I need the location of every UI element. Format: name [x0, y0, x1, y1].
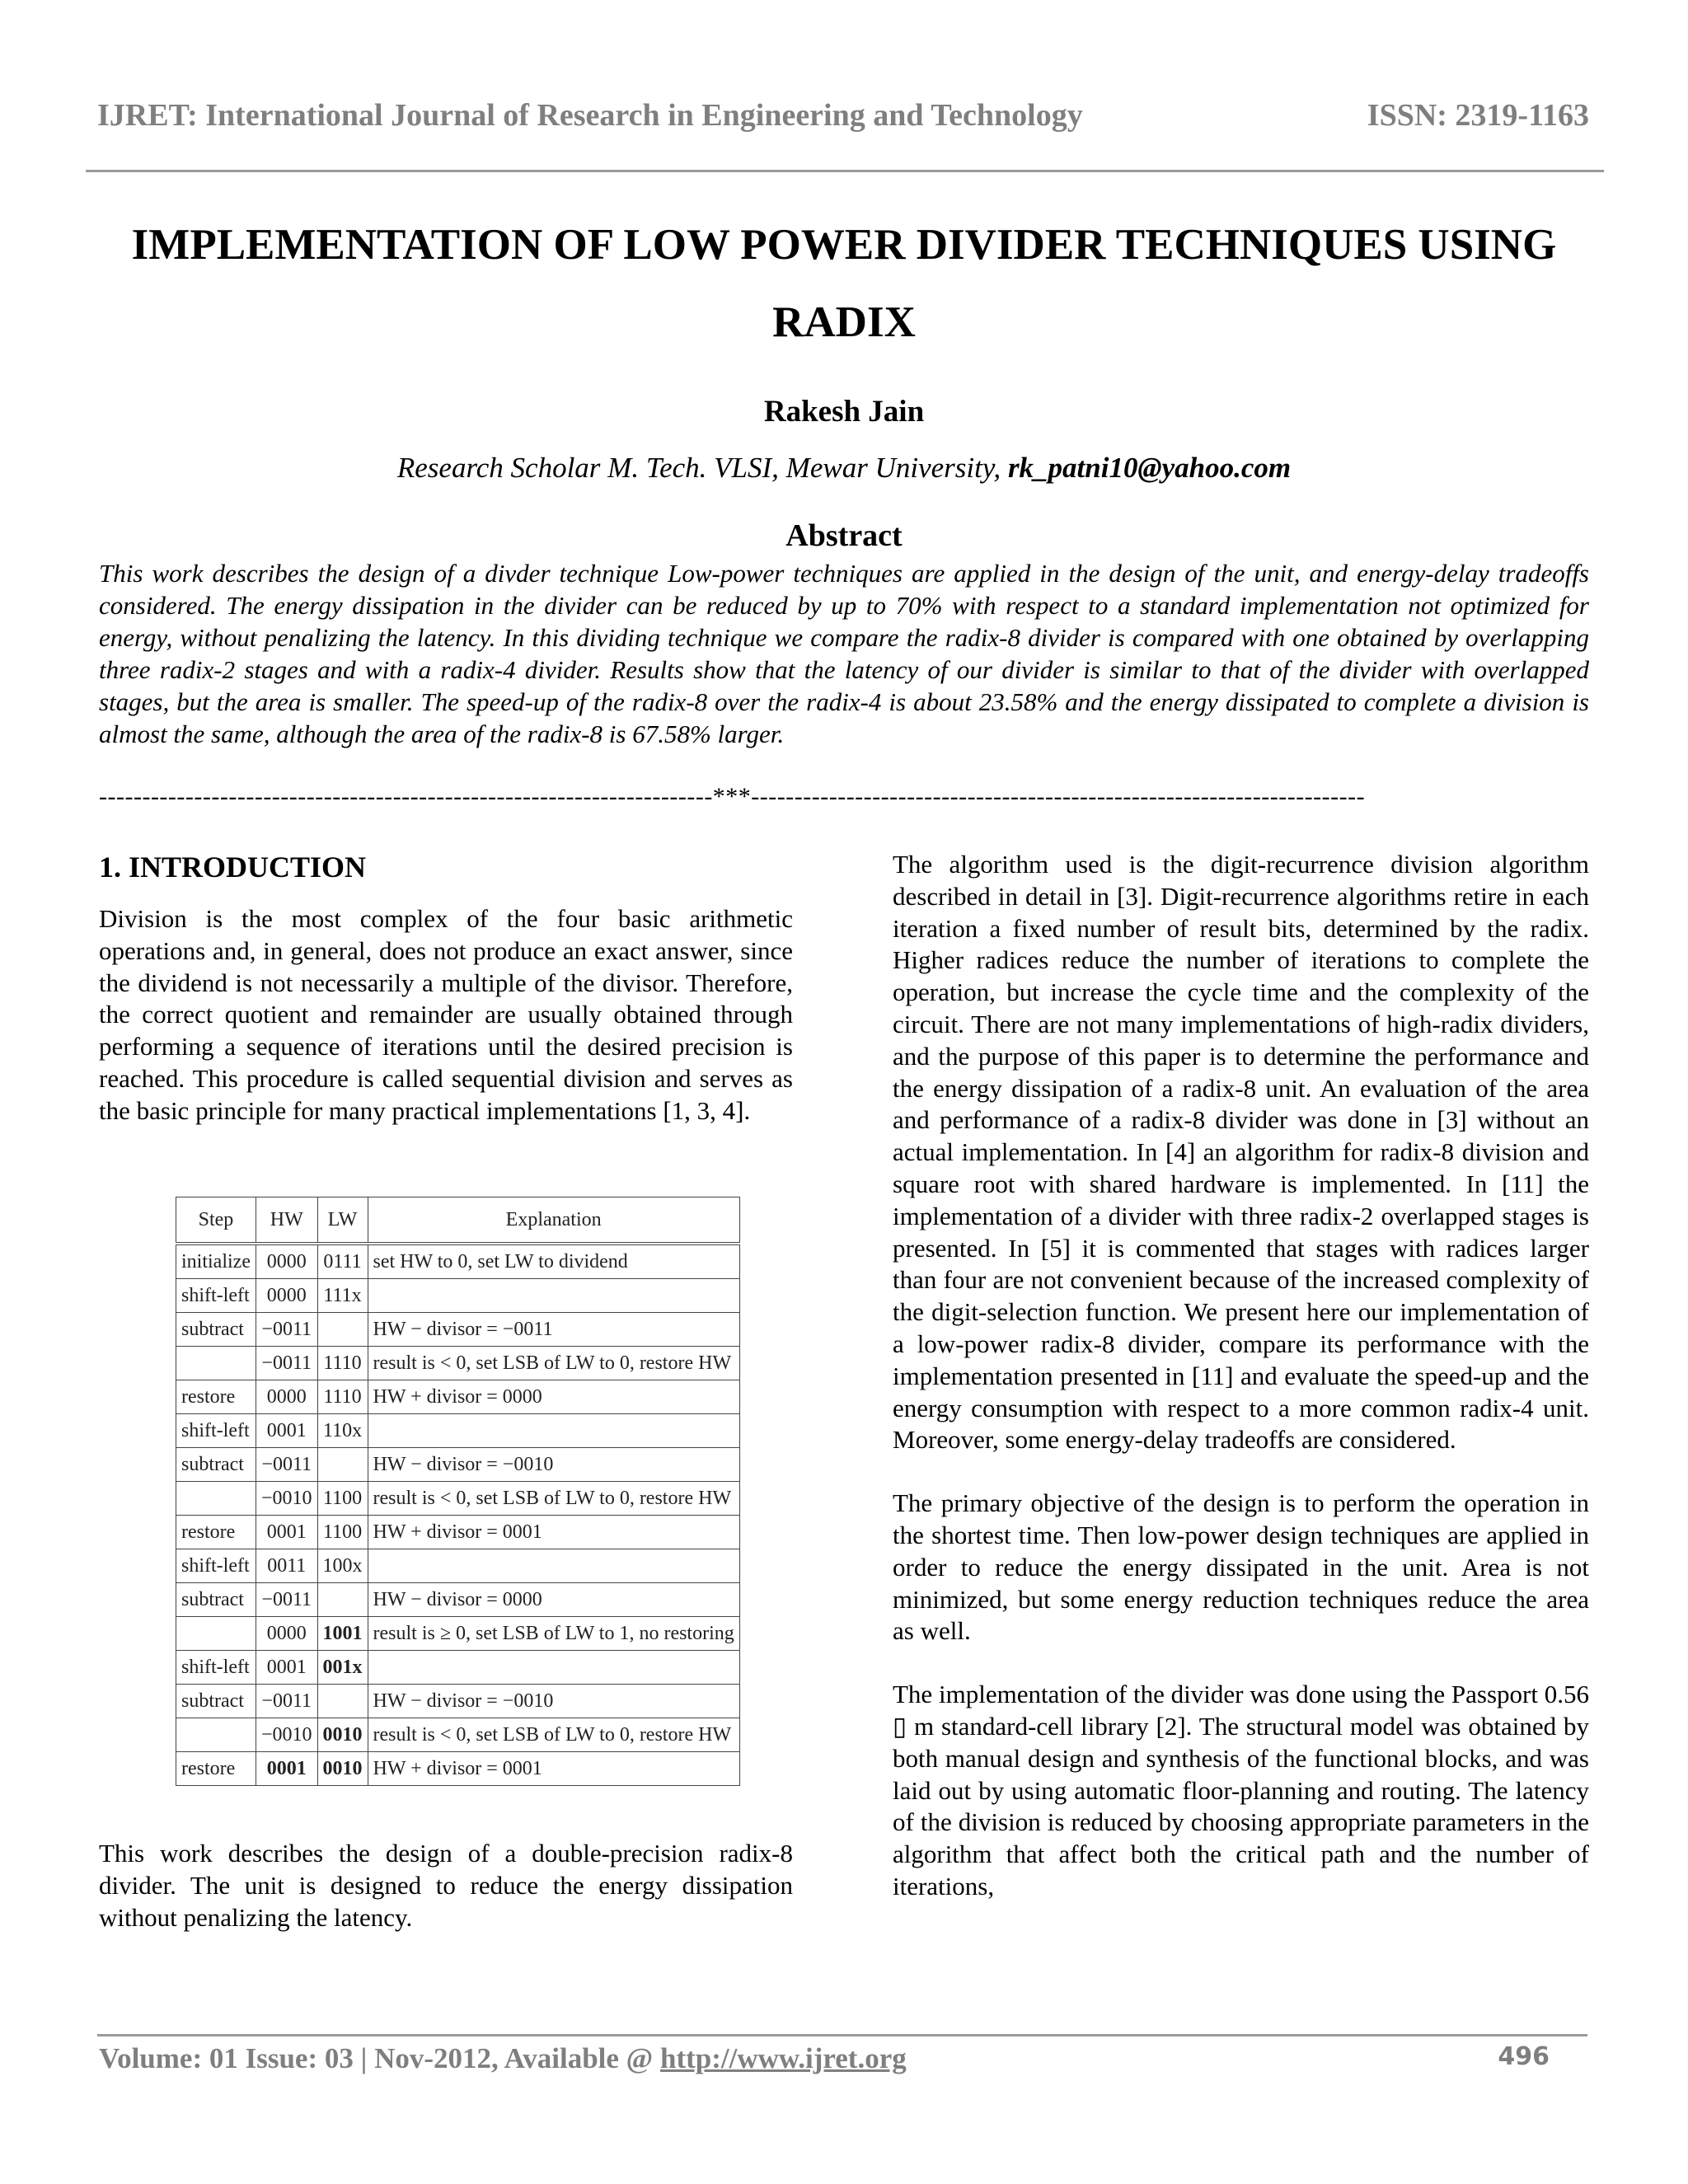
table-cell: 1001 [317, 1617, 368, 1651]
abstract-text: This work describes the design of a divder technique Low-power techniques are applied in the design of the unit, and energy-delay tradeoffs considered. The energy dissipation in the divider can be reduced by up to 70% with respect to a standard implementation not optimized for energy, without penalizing the latency. In this dividing technique we compare the radix-8 divider is compared with one obtained by overlapping three radix-2 stages and with a radix-4 divider. Results show that the latency of our divider is similar to that of the divider with overlapped stages, but the area is smaller. The speed-up of the radix-8 over the radix-4 is about 23.58% and the energy dissipated to complete a division is almost the same, although the area of the radix-8 is 67.58% larger. [99, 559, 1589, 748]
table-body [176, 1244, 740, 1786]
right-column [893, 849, 1589, 1903]
table-cell: HW + divisor = 0001 [368, 1752, 739, 1786]
table-cell: 0000 [256, 1244, 317, 1279]
table-row [176, 1516, 740, 1549]
section-heading-introduction: 1. INTRODUCTION [99, 851, 367, 883]
table-cell: 1110 [317, 1380, 368, 1414]
table-cell: restore [176, 1516, 256, 1549]
table-cell: 0011 [256, 1549, 317, 1583]
table-cell: result is < 0, set LSB of LW to 0, restore HW [368, 1718, 739, 1752]
table-cell [368, 1414, 739, 1448]
table-cell: subtract [176, 1583, 256, 1617]
column-header: Explanation [368, 1197, 739, 1244]
table-cell [368, 1651, 739, 1685]
table-cell: HW − divisor = 0000 [368, 1583, 739, 1617]
table-cell: 0010 [317, 1752, 368, 1786]
table-cell: set HW to 0, set LW to dividend [368, 1244, 739, 1279]
issn: ISSN: 2319-1163 [1367, 98, 1589, 133]
journal-name: IJRET: International Journal of Research in Engineering and Technology [97, 98, 1083, 133]
table-cell: shift-left [176, 1414, 256, 1448]
table-cell: restore [176, 1752, 256, 1786]
table-cell: subtract [176, 1685, 256, 1718]
paragraph-implementation: The implementation of the divider was done using the Passport 0.56 ▯ m standard-cell library [2]. The structural model was obtained by both manual design and synthesis of the functional blocks, and was laid out by using automatic floor-planning and routing. The latency of the division is reduced by choosing appropriate parameters in the algorithm that affect both the critical path and the number of iterations, [893, 1680, 1589, 1900]
table-cell [176, 1347, 256, 1380]
column-header: HW [256, 1197, 317, 1244]
table-cell: 0001 [256, 1414, 317, 1448]
after-table-block [99, 1838, 793, 1933]
table-row [176, 1448, 740, 1482]
table-cell [176, 1617, 256, 1651]
table-header-row [176, 1197, 740, 1244]
table-cell: shift-left [176, 1651, 256, 1685]
paper-title: IMPLEMENTATION OF LOW POWER DIVIDER TECHNIQUES USING RADIX [131, 221, 1557, 346]
table-cell: 111x [317, 1279, 368, 1313]
table-cell: HW + divisor = 0000 [368, 1380, 739, 1414]
table-cell: subtract [176, 1313, 256, 1347]
table-row [176, 1583, 740, 1617]
table-row [176, 1414, 740, 1448]
table-cell: result is < 0, set LSB of LW to 0, restore HW [368, 1347, 739, 1380]
table-cell [317, 1448, 368, 1482]
table-cell [317, 1583, 368, 1617]
table-cell: 1110 [317, 1347, 368, 1380]
table-row [176, 1279, 740, 1313]
table-cell: 1100 [317, 1516, 368, 1549]
table-cell: shift-left [176, 1279, 256, 1313]
table-row [176, 1380, 740, 1414]
table-cell: 001x [317, 1651, 368, 1685]
table-cell: −0011 [256, 1448, 317, 1482]
table-cell: 110x [317, 1414, 368, 1448]
volume-info [99, 2042, 907, 2075]
author-name: Rakesh Jain [763, 395, 925, 429]
table-cell [176, 1482, 256, 1516]
table-row [176, 1685, 740, 1718]
table-cell [368, 1549, 739, 1583]
footer-rule [97, 2034, 1587, 2036]
table-row [176, 1549, 740, 1583]
table-cell: subtract [176, 1448, 256, 1482]
table-row [176, 1313, 740, 1347]
header-rule [86, 170, 1604, 172]
table-cell: HW − divisor = −0010 [368, 1448, 739, 1482]
table-cell: −0011 [256, 1583, 317, 1617]
table-row [176, 1482, 740, 1516]
table-cell: −0011 [256, 1347, 317, 1380]
table-cell: 0001 [256, 1752, 317, 1786]
affiliation-text: Research Scholar M. Tech. VLSI, Mewar University, [396, 452, 1008, 484]
intro-paragraph: Division is the most complex of the four basic arithmetic operations and, in general, does not produce an exact answer, since the dividend is not necessarily a multiple of the divisor. Therefore, the correct quotient and remainder are usually obtained through performing a sequence of iterations until the desired precision is reached. This procedure is called sequential division and serves as the basic principle for many practical implementations [1, 3, 4]. [99, 904, 793, 1125]
table-cell [317, 1313, 368, 1347]
after-table-paragraph: This work describes the design of a double-precision radix-8 divider. The unit is designed to reduce the energy dissipation without penalizing the latency. [99, 1839, 793, 1932]
restoring-division-table [176, 1197, 740, 1786]
restoring-division-table-figure [176, 1197, 734, 1807]
table-cell: −0011 [256, 1685, 317, 1718]
paragraph-algorithm: The algorithm used is the digit-recurrence division algorithm described in detail in [3]. Digit-recurrence algorithms retire in each iteration a fixed number of result bits, determined by the radix. Higher radices reduce the number of iterations to complete the operation, but increase the cycle time and the complexity of the circuit. There are not many implementations of high-radix dividers, and the purpose of this paper is to determine the performance and the energy dissipation of a radix-8 unit. An evaluation of the area and performance of a radix-8 divider was done in [3] without an actual implementation. In [4] an algorithm for radix-8 division and square root with shared hardware is implemented. In [11] the implementation of a divider with three radix-2 overlapped stages is presented. In [5] it is commented that stages with radices larger than four are not convenient because of the increased complexity of the digit-selection function. We present here our implementation of a low-power radix-8 divider, compare its performance with the implementation presented in [11] and evaluate the speed-up and the energy consumption with respect to a more common radix-4 unit. Moreover, some energy-delay tradeoffs are considered. [893, 850, 1589, 1455]
page-number: 496 [1498, 2042, 1550, 2071]
table-cell: 0001 [256, 1651, 317, 1685]
table-row [176, 1718, 740, 1752]
table-cell [317, 1685, 368, 1718]
volume-text: Volume: 01 Issue: 03 | Nov-2012, Available @ [99, 2042, 660, 2074]
table-row [176, 1651, 740, 1685]
table-cell: shift-left [176, 1549, 256, 1583]
table-cell: 0111 [317, 1244, 368, 1279]
table-row [176, 1752, 740, 1786]
table-cell [176, 1718, 256, 1752]
paragraph-objective: The primary objective of the design is to perform the operation in the shortest time. Then low-power design techniques are applied in order to reduce the energy dissipated in the unit. Area is not minimized, but some energy reduction techniques reduce the area as well. [893, 1488, 1589, 1646]
table-cell: 0000 [256, 1617, 317, 1651]
author-email: rk_patni10@yahoo.com [1007, 452, 1292, 484]
table-cell: 1100 [317, 1482, 368, 1516]
table-cell: restore [176, 1380, 256, 1414]
table-cell: 100x [317, 1549, 368, 1583]
running-header [97, 97, 1589, 143]
table-cell: −0011 [256, 1313, 317, 1347]
table-cell: 0010 [317, 1718, 368, 1752]
table-cell [368, 1279, 739, 1313]
table-cell: result is ≥ 0, set LSB of LW to 1, no restoring [368, 1617, 739, 1651]
author-affiliation [0, 452, 1688, 485]
column-header: Step [176, 1197, 256, 1244]
journal-link[interactable]: http://www.ijret.org [659, 2042, 907, 2074]
table-cell: HW − divisor = −0010 [368, 1685, 739, 1718]
table-row [176, 1617, 740, 1651]
table-cell: 0000 [256, 1279, 317, 1313]
table-cell: initialize [176, 1244, 256, 1279]
abstract-heading: Abstract [785, 518, 903, 553]
table-cell: result is < 0, set LSB of LW to 0, restore HW [368, 1482, 739, 1516]
table-cell: 0000 [256, 1380, 317, 1414]
table-cell: 0001 [256, 1516, 317, 1549]
table-row [176, 1347, 740, 1380]
table-row [176, 1244, 740, 1279]
table-cell: −0010 [256, 1718, 317, 1752]
column-header: LW [317, 1197, 368, 1244]
section-separator: -----------------------------------------------------------------------***----------------------------------------------------------------------- [99, 783, 1366, 810]
table-cell: HW + divisor = 0001 [368, 1516, 739, 1549]
table-cell: −0010 [256, 1482, 317, 1516]
table-cell: HW − divisor = −0011 [368, 1313, 739, 1347]
